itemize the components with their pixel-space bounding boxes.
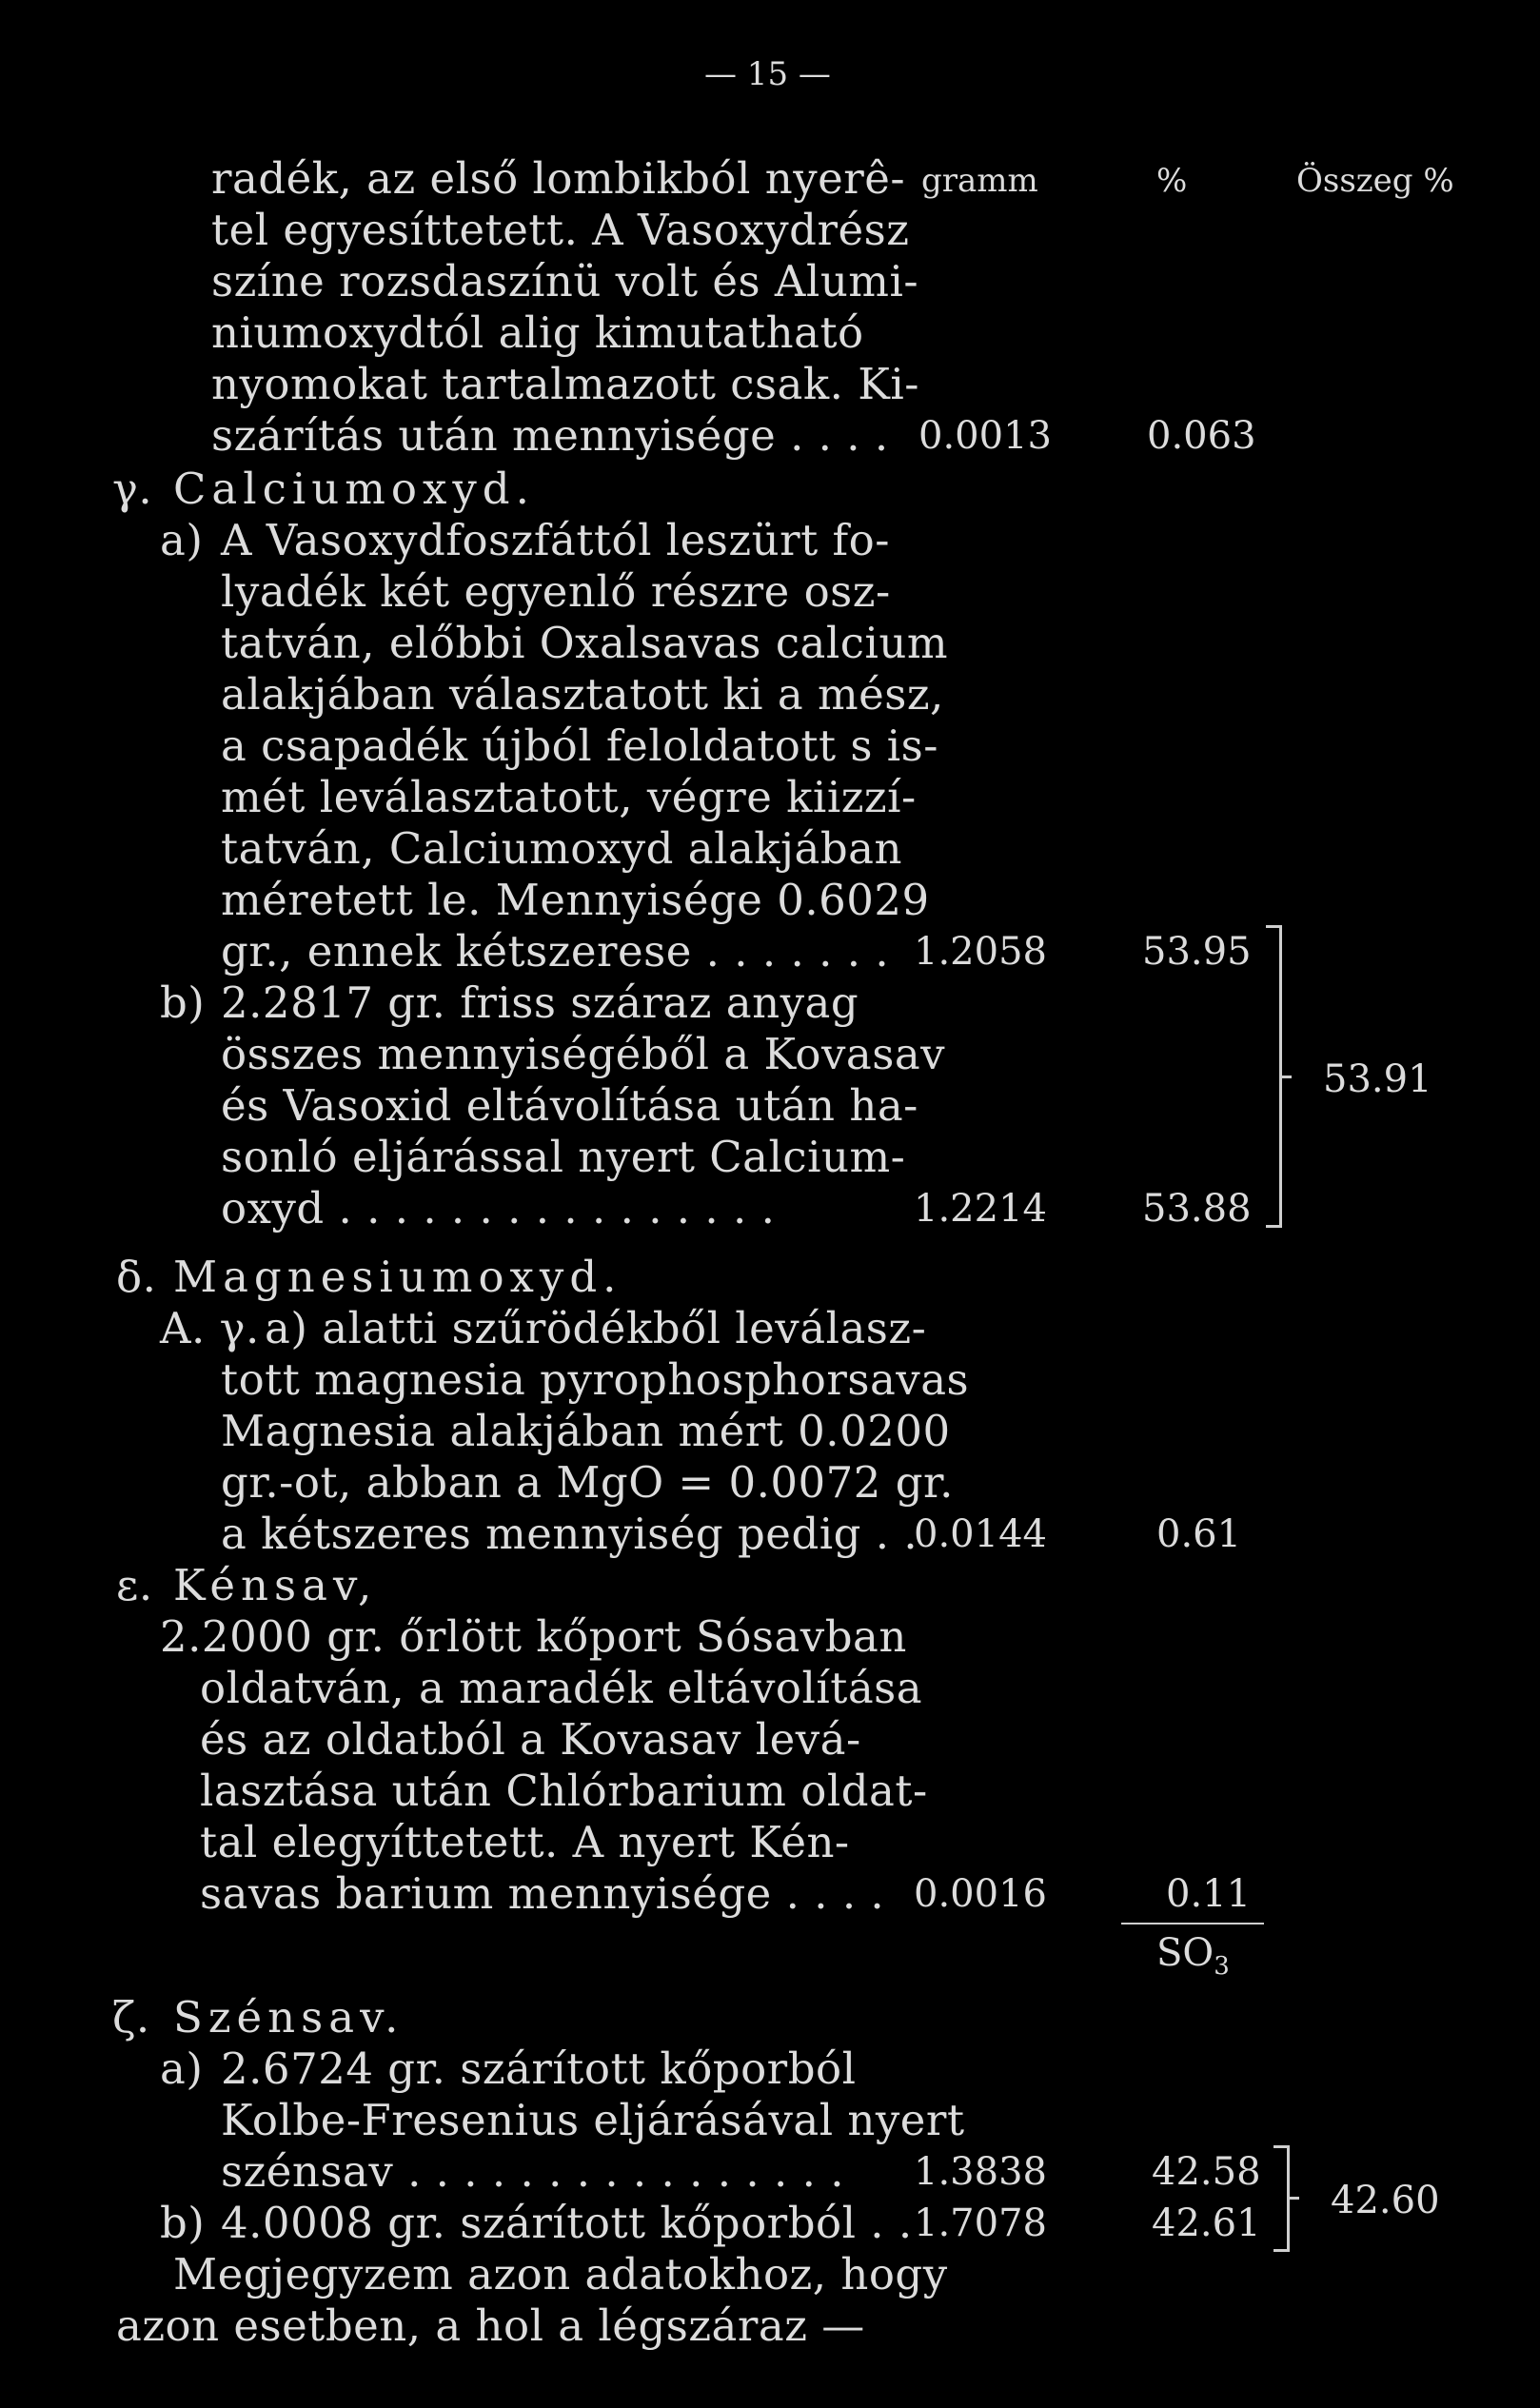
text-line: lyadék két egyenlő részre osz- <box>221 566 891 617</box>
calcium-total: 53.91 <box>1323 1057 1432 1101</box>
value-grams: 0.0013 <box>918 414 1052 458</box>
text-line: szénsav . . . . . . . . . . . . . . . . <box>221 2146 844 2197</box>
text-line: összes mennyiségéből a Kovasav <box>221 1029 946 1079</box>
value-percent: 53.88 <box>1142 1187 1252 1231</box>
text-line: színe rozsdaszínü volt és Alumi- <box>211 256 919 306</box>
page-number: — 15 — <box>704 55 831 93</box>
text-line: 2.6724 gr. szárított kőporból <box>221 2043 857 2094</box>
text-line: a) alatti szűrödékből leválasz- <box>265 1303 927 1353</box>
text-line: tatván, Calciumoxyd alakjában <box>221 823 902 874</box>
header-total: Összeg % <box>1296 162 1454 200</box>
value-percent: 0.11 <box>1166 1872 1252 1916</box>
item-label: b) <box>160 2198 206 2248</box>
text-line: szárítás után mennyisége . . . . <box>211 410 889 461</box>
value-percent: 0.61 <box>1156 1512 1242 1556</box>
section-label: ε. <box>116 1560 153 1610</box>
text-line: oldatván, a maradék eltávolítása <box>200 1663 923 1713</box>
value-percent: 42.58 <box>1152 2150 1261 2194</box>
text-line: 2.2000 gr. őrlött kőport Sósavban <box>160 1611 907 1662</box>
text-line: sonló eljárással nyert Calcium- <box>221 1132 906 1182</box>
item-label: a) <box>160 515 204 565</box>
text-line: gr., ennek kétszerese . . . . . . . <box>221 926 890 977</box>
text-line: 2.2817 gr. friss száraz anyag <box>221 977 859 1028</box>
note-line: Megjegyzem azon adatokhoz, hogy <box>173 2249 948 2299</box>
note-line: azon esetben, a hol a légszáraz — <box>116 2300 865 2351</box>
text-line: oxyd . . . . . . . . . . . . . . . . <box>221 1183 776 1234</box>
carbonic-total: 42.60 <box>1331 2179 1440 2222</box>
text-line: tott magnesia pyrophosphorsavas <box>221 1354 970 1405</box>
item-label: A. γ. <box>160 1303 260 1353</box>
text-line: tel egyesíttetett. A Vasoxydrész <box>211 205 910 255</box>
section-label: γ. <box>112 464 153 514</box>
text-line: a csapadék újból feloldatott s is- <box>221 720 938 771</box>
text-line: és Vasoxid eltávolítása után ha- <box>221 1080 918 1131</box>
formula: $SO_3$ <box>1156 1931 1230 1981</box>
text-line: nyomokat tartalmazott csak. Ki- <box>211 359 919 409</box>
header-percent: % <box>1156 162 1188 200</box>
text-line: lasztása után Chlórbarium oldat- <box>200 1766 928 1816</box>
text-line: 4.0008 gr. szárított kőporból . . <box>221 2198 913 2248</box>
section-title: Magnesiumoxyd. <box>173 1252 622 1302</box>
formula-rule <box>1121 1923 1264 1924</box>
item-label: a) <box>160 2043 204 2094</box>
text-line: A Vasoxydfoszfáttól leszürt fo- <box>221 515 890 565</box>
value-grams: 1.2214 <box>914 1187 1047 1231</box>
header-grams: gramm <box>921 162 1038 200</box>
value-grams: 1.7078 <box>914 2201 1047 2245</box>
section-title: Kénsav, <box>173 1560 378 1610</box>
value-percent: 42.61 <box>1152 2201 1261 2245</box>
section-label: ζ. <box>112 1992 150 2043</box>
section-title: Szénsav. <box>173 1992 405 2043</box>
text-line: mét leválasztatott, végre kiizzí- <box>221 772 917 822</box>
text-line: radék, az első lombikból nyerê- <box>211 153 906 204</box>
text-line: tal elegyíttetett. A nyert Kén- <box>200 1817 850 1867</box>
text-line: a kétszeres mennyiség pedig . . <box>221 1509 918 1559</box>
value-grams: 1.2058 <box>914 930 1047 974</box>
text-line: és az oldatból a Kovasav levá- <box>200 1714 861 1765</box>
section-label: δ. <box>116 1252 157 1302</box>
text-line: Magnesia alakjában mért 0.0200 <box>221 1406 951 1456</box>
text-line: gr.-ot, abban a MgO = 0.0072 gr. <box>221 1457 954 1508</box>
section-title: Calciumoxyd. <box>173 464 535 514</box>
text-line: alakjában választatott ki a mész, <box>221 669 944 720</box>
value-grams: 0.0016 <box>914 1872 1047 1916</box>
value-grams: 0.0144 <box>914 1512 1047 1556</box>
text-line: tatván, előbbi Oxalsavas calcium <box>221 618 948 668</box>
value-percent: 53.95 <box>1142 930 1252 974</box>
item-label: b) <box>160 977 206 1028</box>
text-line: Kolbe-Fresenius eljárásával nyert <box>221 2095 965 2145</box>
value-percent: 0.063 <box>1147 414 1256 458</box>
text-line: niumoxydtól alig kimutatható <box>211 307 864 358</box>
value-grams: 1.3838 <box>914 2150 1047 2194</box>
text-line: méretett le. Mennyisége 0.6029 <box>221 875 930 925</box>
text-line: savas barium mennyisége . . . . <box>200 1868 885 1919</box>
